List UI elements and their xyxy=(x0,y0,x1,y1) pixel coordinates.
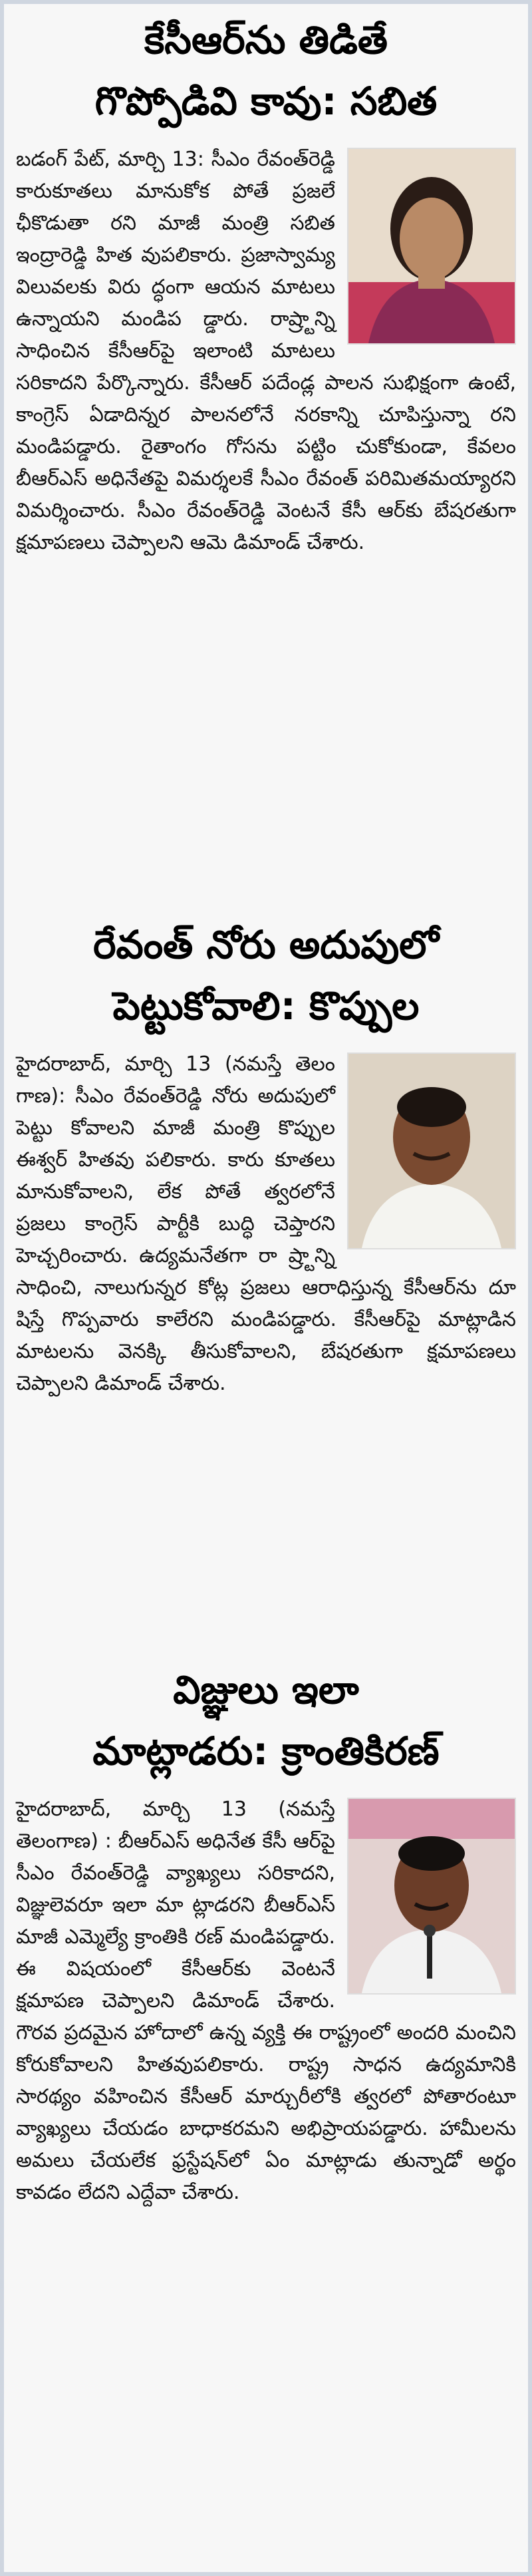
headline-line-1: విజ్ఞులు ఇలా xyxy=(173,1667,359,1712)
photo-koppula xyxy=(347,1052,516,1249)
story-body-container xyxy=(16,144,516,559)
photo-kranthi-kiran xyxy=(347,1798,516,1995)
headline-line-1: రేవంత్ నోరు అదుపులో xyxy=(93,922,439,967)
story-sabitha xyxy=(16,9,516,559)
portrait-image xyxy=(348,149,515,343)
headline-line-2: పెట్టుకోవాలి: కొప్పుల xyxy=(112,983,420,1029)
story-body: హైదరాబాద్, మార్చి 13 (నమస్తే తెలం గాణ): సీఎం రేవంత్‌రెడ్డి నోరు అదుపులో పెట్టు కోవాలని మాజీ మంత్రి కొప్పుల ఈశ్వర్ హితవు పలికారు. కారు కూతలు మానుకోవాలని, లేక పోతే త్వరలోనే ప్రజలు కాంగ్రెస్ పార్టీకి బుద్ధి చెప్తారని హెచ్చరించారు. ఉద్యమనేతగా రా ష్ర్టాన్ని సాధించి, నాలుగున్నర కోట్ల ప్రజలు ఆరాధిస్తున్న కేసీఆర్‌ను దూ షిస్తే గొప్పవారు కాలేరని మండిపడ్డారు. కేసీఆర్‌పై మాట్లాడిన మాటలను వెనక్కి తీసుకోవాలని, బేషరతుగా క్షమాపణలు చెప్పాలని డిమాండ్ చేశారు. xyxy=(16,1052,516,1395)
story-body-container xyxy=(16,1794,516,2209)
story-body-container xyxy=(16,1048,516,1400)
headline-line-2: మాట్లాడరు: క్రాంతికిరణ్ xyxy=(92,1728,440,1774)
photo-sabitha xyxy=(347,148,516,345)
story-body: బడంగ్ పేట్, మార్చి 13: సీఎం రేవంత్‌రెడ్డి కారుకూతలు మానుకోక పోతే ప్రజలే ఛీకొడుతా రని మాజీ మంత్రి సబిత ఇంద్రారెడ్డి హిత వుపలికారు. ప్రజాస్వామ్య విలువలకు విరు ద్ధంగా ఆయన మాటలు ఉన్నాయని మండిప డ్డారు. రాష్ర్టాన్ని సాధించిన కేసీఆర్‌పై ఇలాంటి మాటలు సరికాదని పేర్కొన్నారు. కేసీఆర్ పదేండ్ల పాలన సుభిక్షంగా ఉంటే, కాంగ్రెస్ ఏడాదిన్నర పాలనలోనే నరకాన్ని చూపిస్తున్నా రని మండిపడ్డారు. రైతాంగం గోసను పట్టిం చుకోకుండా, కేవలం బీఆర్‌ఎస్ అధినేతపై విమర్శలకే సీఎం రేవంత్ పరిమితమయ్యారని విమర్శించారు. సీఎం రేవంత్‌రెడ్డి వెంటనే కేసీ ఆర్‌కు బేషరతుగా క్షమాపణలు చెప్పాలని ఆమె డిమాండ్ చేశారు. xyxy=(16,148,516,554)
portrait-image xyxy=(348,1799,515,1993)
portrait-image xyxy=(348,1054,515,1248)
story-body: హైదరాబాద్, మార్చి 13 (నమస్తే తెలంగాణ) : బీఆర్‌ఎస్ అధినేత కేసీ ఆర్‌పై సీఎం రేవంత్‌రెడ్డి వ్యాఖ్యలు సరికాదని, విజ్ఞులెవరూ ఇలా మా ట్లాడరని బీఆర్‌ఎస్ మాజీ ఎమ్మెల్యే క్రాంతికి రణ్ మండిపడ్డారు. ఈ విషయంలో కేసీఆర్‌కు వెంటనే క్షమాపణ చెప్పాలని డిమాండ్ చేశారు. గౌరవ ప్రదమైన హోదాలో ఉన్న వ్యక్తి ఈ రాష్ట్రంలో అందరి మంచిని కోరుకోవాలని హితవుపలికారు. రాష్ట్ర సాధన ఉద్యమానికి సారథ్యం వహించిన కేసీఆర్ మార్చురీలోకి త్వరలో పోతారంటూ వ్యాఖ్యలు చేయడం బాధాకరమని అభిప్రాయపడ్డారు. హామీలను అమలు చేయలేక ఫ్రస్టేషన్‌లో ఏం మాట్లాడు తున్నాడో అర్థం కావడం లేదని ఎద్దేవా చేశారు. xyxy=(16,1798,516,2204)
story-kranthi-kiran xyxy=(16,1659,516,2209)
story-koppula xyxy=(16,914,516,1400)
headline-line-2: గొప్పోడివి కావు: సబిత xyxy=(94,79,438,124)
headline-line-1: కేసీఆర్‌ను తిడితే xyxy=(144,17,388,63)
